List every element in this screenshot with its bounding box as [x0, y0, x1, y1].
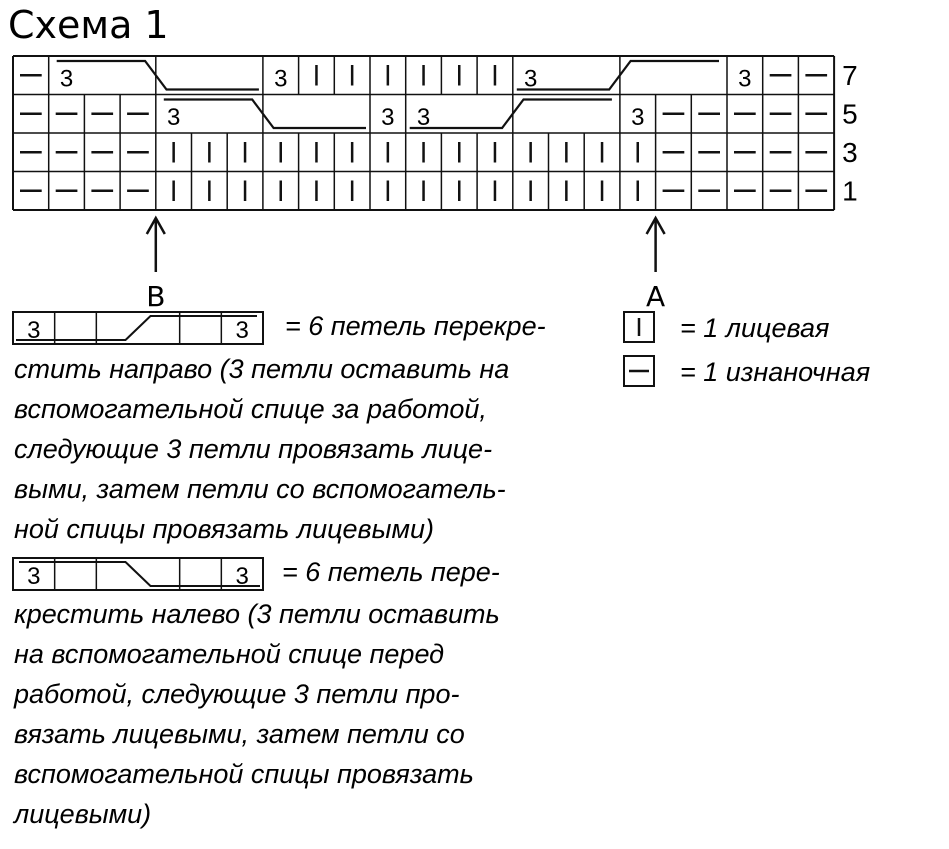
markers	[146, 218, 665, 313]
cable-number: 3	[523, 65, 538, 93]
cable-symbol-number: 3	[27, 317, 41, 344]
legend-cable-left-line-2: на вспомогательной спице перед	[14, 639, 445, 669]
cable-right-symbol	[13, 312, 263, 344]
marker-a	[646, 218, 665, 313]
cable-symbol-number: 3	[27, 563, 41, 590]
legend-cable-left-line-3: работой, следующие 3 петли про-	[14, 679, 460, 709]
cable-number: 3	[274, 65, 288, 93]
legend-cable-left-line-6: лицевыми)	[14, 799, 152, 829]
cable-number: 3	[59, 65, 74, 93]
legend-cable-right-line-0: = 6 петель перекре-	[285, 311, 546, 341]
cable-number: 3	[631, 104, 645, 131]
legend-knit	[624, 312, 829, 343]
legend-cable-right	[13, 311, 546, 544]
legend-cable-left-line-1: крестить налево (3 петли оставить	[14, 599, 500, 629]
cable-number: 3	[416, 104, 431, 131]
marker-label: B	[146, 280, 166, 313]
legend-cable-left-line-5: вспомогательной спицы провязать	[14, 759, 474, 789]
legend-purl	[624, 356, 870, 387]
legend-cable-right-line-2: вспомогательной спице за работой,	[14, 394, 487, 424]
row-number: 5	[842, 98, 858, 130]
cable-crossing-line	[517, 61, 719, 90]
cable-symbol-number: 3	[235, 317, 249, 344]
legend-knit-text: = 1 лицевая	[680, 313, 830, 343]
row-numbers	[842, 60, 858, 207]
cable-number: 3	[381, 104, 395, 131]
stitch-grid	[13, 56, 834, 210]
cable-number: 3	[166, 104, 181, 131]
legend-cable-right-line-1: стить направо (3 петли оставить на	[14, 354, 510, 384]
row-number: 3	[842, 137, 858, 168]
cable-symbol-number: 3	[235, 563, 249, 590]
cable-crossing-line	[410, 100, 612, 129]
row-number: 7	[842, 60, 858, 91]
legend-cable-left-line-4: вязать лицевыми, затем петли со	[14, 719, 465, 749]
marker-label: A	[646, 280, 666, 313]
row-number: 1	[842, 175, 858, 207]
chart-title: Схема 1	[8, 3, 169, 47]
legend-cable-right-line-5: ной спицы провязать лицевыми)	[14, 514, 435, 544]
cable-crossing-line	[57, 61, 259, 90]
legend-cable-left-line-0: = 6 петель пере-	[282, 557, 500, 587]
legend-cable-right-line-4: выми, затем петли со вспомогатель-	[14, 474, 506, 504]
legend-cable-left	[12, 557, 500, 829]
cable-crossing-line	[164, 100, 366, 129]
marker-b	[146, 218, 165, 313]
cable-left-symbol	[13, 558, 263, 590]
legend-cable-right-line-3: следующие 3 петли провязать лице-	[14, 434, 493, 464]
cable-number: 3	[738, 65, 752, 93]
legend-purl-text: = 1 изнаночная	[680, 357, 871, 387]
